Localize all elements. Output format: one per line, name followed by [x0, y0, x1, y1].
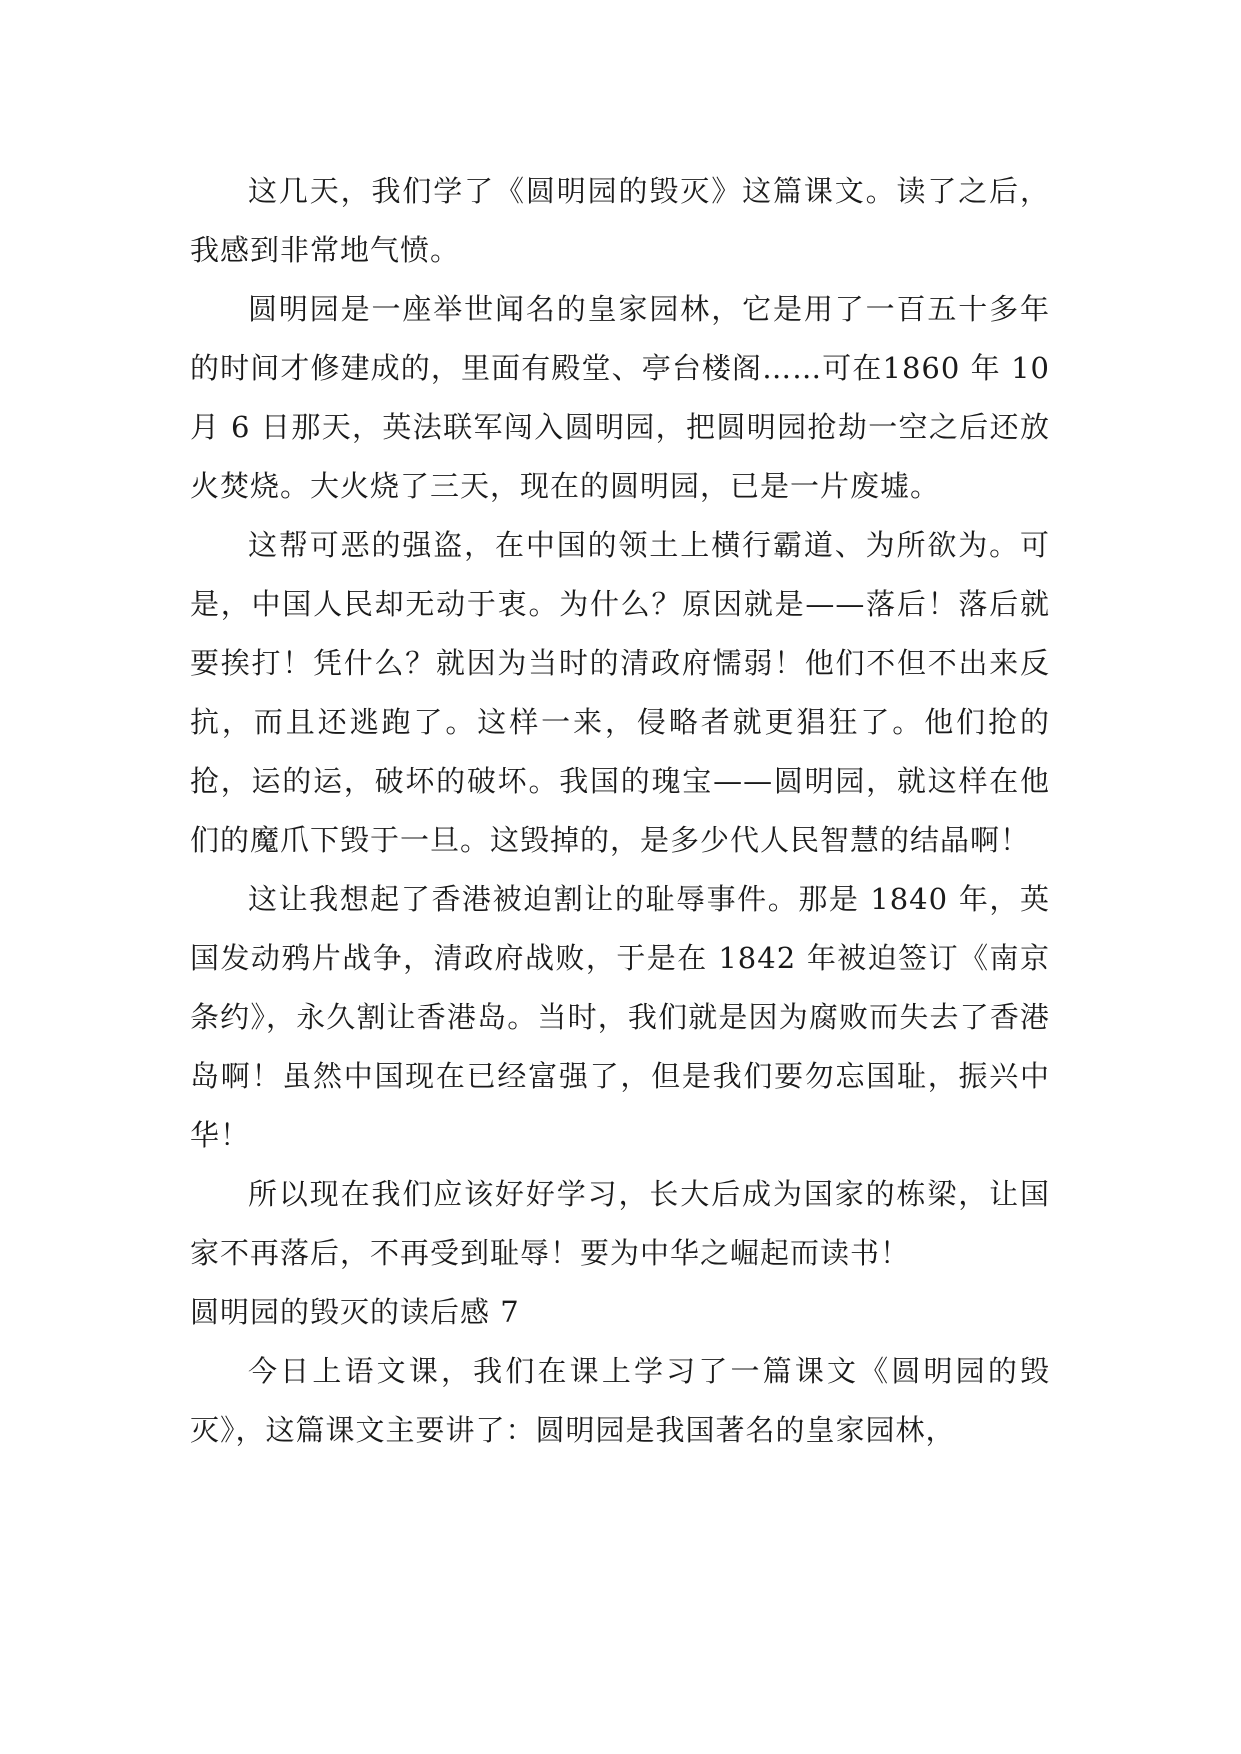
paragraph-3: 这帮可恶的强盗，在中国的领土上横行霸道、为所欲为。可是，中国人民却无动于衷。为什么？原因就是——落后！落后就要挨打！凭什么？就因为当时的清政府懦弱！他们不但不出来反抗，而且还逃跑了。这样一来，侵略者就更猖狂了。他们抢的抢，运的运，破坏的破坏。我国的瑰宝——圆明园，就这样在他们的魔爪下毁于一旦。这毁掉的，是多少代人民智慧的结晶啊！: [190, 528, 1050, 857]
document-body: [190, 162, 1050, 1460]
paragraph-5: 所以现在我们应该好好学习，长大后成为国家的栋梁，让国家不再落后，不再受到耻辱！要为中华之崛起而读书！: [190, 1177, 1050, 1270]
paragraph-2: 圆明园是一座举世闻名的皇家园林，它是用了一百五十多年的时间才修建成的，里面有殿堂、亭台楼阁……可在1860 年 10 月 6 日那天，英法联军闯入圆明园，把圆明园抢劫一空之后还放火焚烧。大火烧了三天，现在的圆明园，已是一片废墟。: [190, 292, 1050, 503]
paragraph-1: 这几天，我们学了《圆明园的毁灭》这篇课文。读了之后，我感到非常地气愤。: [190, 174, 1050, 267]
section-heading: 圆明园的毁灭的读后感 7: [190, 1295, 520, 1329]
paragraph-4: 这让我想起了香港被迫割让的耻辱事件。那是 1840 年，英国发动鸦片战争，清政府战败，于是在 1842 年被迫签订《南京条约》，永久割让香港岛。当时，我们就是因为腐败而失去了香港岛啊！虽然中国现在已经富强了，但是我们要勿忘国耻，振兴中华！: [190, 882, 1050, 1152]
paragraph-6: 今日上语文课，我们在课上学习了一篇课文《圆明园的毁灭》，这篇课文主要讲了：圆明园是我国著名的皇家园林，: [190, 1354, 1050, 1447]
